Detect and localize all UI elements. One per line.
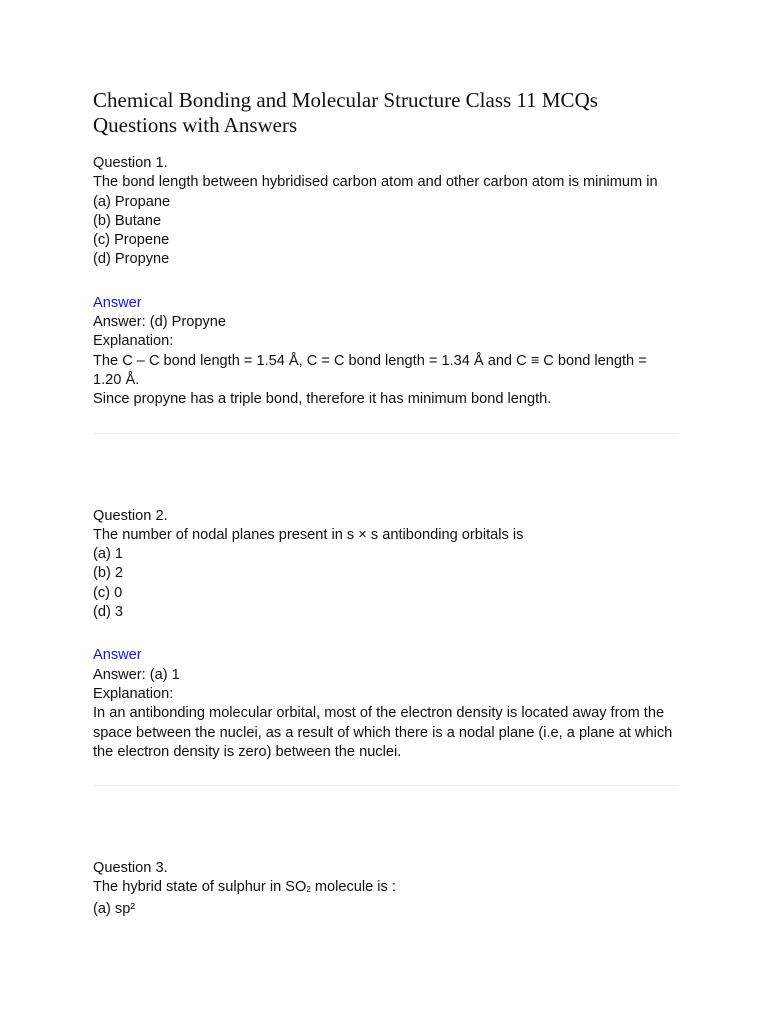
question-number: Question 2.: [93, 507, 168, 524]
answer-text: Answer: (a) 1: [93, 666, 180, 683]
question-text: The hybrid state of sulphur in $SO_2$ molecule is :: [93, 879, 396, 896]
document-page: [93, 88, 678, 919]
question-1: [93, 154, 678, 410]
question-text: The bond length between hybridised carbon atom and other carbon atom is minimum in: [93, 174, 658, 191]
explanation-text: In an antibonding molecular orbital, most of the electron density is located away from the space between the nuclei, as a result of which there is a nodal plane (i.e, a plane at which the electron density is zero) between the nuclei.: [93, 705, 673, 760]
option-d: (d) Propyne: [93, 251, 170, 268]
option-d: (d) 3: [93, 604, 124, 621]
question-text: The number of nodal planes present in s × s antibonding orbitals is: [93, 526, 524, 543]
option-a: (a) 1: [93, 546, 124, 563]
option-c: (c) 0: [93, 584, 123, 601]
option-b: (b) Butane: [93, 212, 162, 229]
explanation-label: Explanation:: [93, 685, 174, 702]
question-number: Question 1.: [93, 155, 168, 171]
question-2: [93, 507, 678, 763]
option-b: (b) 2: [93, 565, 124, 582]
answer-toggle-link[interactable]: Answer: [93, 294, 142, 311]
question-3: [93, 859, 678, 919]
answer-toggle-link[interactable]: Answer: [93, 647, 142, 664]
answer-text: Answer: (d) Propyne: [93, 314, 227, 331]
option-a: (a) sp²: [93, 900, 136, 917]
page-title: Chemical Bonding and Molecular Structure Class 11 MCQs Questions with Answers: [93, 88, 598, 137]
explanation-label: Explanation:: [93, 333, 174, 350]
option-c: (c) Propene: [93, 232, 170, 249]
option-a: (a) Propane: [93, 193, 171, 210]
explanation-text: The C – C bond length = 1.54 Å, C = C bond length = 1.34 Å and C ≡ C bond length = 1.20 Å.: [93, 352, 647, 388]
question-number: Question 3.: [93, 860, 168, 877]
explanation-text: Since propyne has a triple bond, therefore it has minimum bond length.: [93, 391, 552, 408]
